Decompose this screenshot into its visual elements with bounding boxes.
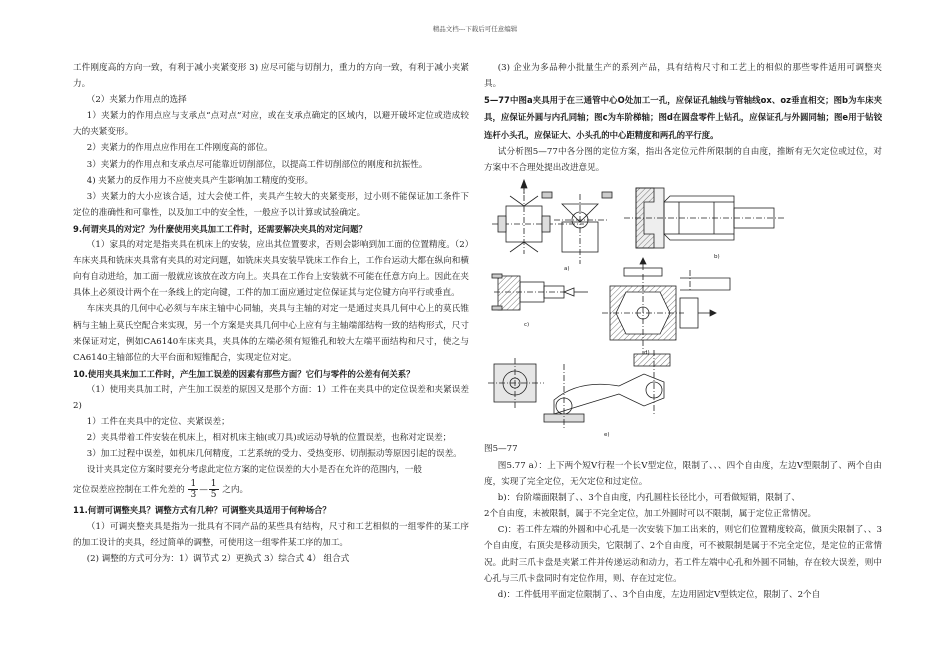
paragraph: 图5.77 a）：上下两个短V行程一个长V型定位，限制了、、、四个自由度，左边V型限制了、两个自由度，实现了完全定位，无欠定位和过定位。 bbox=[484, 461, 882, 488]
paragraph: 3）夹紧力的作用点和支承点尽可能靠近切削部位，以提高工件切削部位的刚度和抗振性。 bbox=[86, 159, 428, 170]
paragraph: C)：若工件左端的外圆和中心孔是一次安装下加工出来的，则它们位置精度较高，做顶尖限制了、、3个自由度，右顶尖是移动顶尖，它限制了、2个自由度，可不被限制是属于不完全定位，是定位的正常情况。此时三爪卡盘是夹紧工件并传递运动和动力，若工件左端中心孔和外圆不同轴，存在较大误差，则中心孔与三爪卡盘同时有定位作用，则、存在过定位。 bbox=[484, 525, 882, 584]
paragraph: 2）夹紧力的作用点应作用在工件刚度高的部位。 bbox=[86, 143, 273, 154]
paragraph: 工件刚度高的方向一致，有利于减小夹紧变形 3) 应尽可能与切削力，重力的方向一致，有利于减小夹紧力。 bbox=[73, 63, 469, 90]
paragraph: 车床夹具的几何中心必须与车床主轴中心同轴，夹具与主轴的对定一是通过夹具几何中心上的莫氏锥柄与主轴上莫氏空配合来实现，另一个方案是夹具几何中心上应有与主轴端部结构一致的结构形式，尺寸来保证对定，例如CA6140车床夹具，夹具体的左端必须有短锥孔和较大左端平面结构和尺寸，使之与CA6140主轴部位的大平台面和短锥配合，实现定位对定。 bbox=[73, 304, 469, 363]
paragraph: 3）加工过程中误差，如机床几何精度，工艺系统的受力、受热变形、切削振动等原因引起的误差。 bbox=[86, 449, 462, 460]
paragraph: b)：台阶端面限制了、、3个自由度，内孔圆柱长径比小，可看做短销，限制了、 bbox=[497, 493, 800, 504]
paragraph: (3) 企业为多品种小批量生产的系列产品，具有结构尺寸和工艺上的相似的那些零件适用可调整夹具。 bbox=[484, 63, 882, 90]
right-column-top bbox=[484, 60, 882, 176]
text: 之内。 bbox=[222, 485, 249, 496]
fraction-one-fifth: $\frac{1}{5}$ bbox=[210, 479, 217, 501]
question-11-heading: 11.何谓可调整夹具？调整方式有几种？可调整夹具适用于何种场合？ bbox=[73, 505, 331, 516]
left-column bbox=[73, 60, 469, 567]
subfigure-a-drawing bbox=[492, 180, 612, 264]
subfigure-e-label: e) bbox=[604, 432, 610, 438]
paragraph: 2个自由度，未被限制，属于不完全定位，加工外圆时可以不限制，属于定位正常情况。 bbox=[484, 509, 817, 520]
page-header: 精品文档---下载后可任意编辑 bbox=[432, 25, 518, 33]
subfigure-c-drawing bbox=[492, 274, 588, 310]
paragraph: 1）工件在夹具中的定位、夹紧误差； bbox=[86, 417, 230, 428]
subheading: （2）夹紧力作用点的选择 bbox=[86, 95, 187, 106]
question-10-heading: 10.使用夹具来加工工件时，产生加工误差的因素有那些方面？它们与零件的公差有何关系？ bbox=[73, 368, 415, 379]
subfigure-a-label: a) bbox=[564, 266, 570, 272]
subfigure-e-drawing bbox=[488, 350, 670, 430]
subfigure-b-drawing bbox=[624, 188, 784, 248]
paragraph: （1）家具的对定是指夹具在机床上的安装，应出其位置要求，否则会影响到加工面的位置精度。（2）车床夹具和铣床夹具常有夹具的对定问题，如铣床夹具安装早铣床工作台上，工作台运动大都在纵向和横向有自动进给，加工面一般就应该放在改方向上。夹具在工作台上安装就不可能在任意方向上。因此在夹具体上必须设计两个在一条线上的定向键，工件的加工面应通过定位保证其与定位键方向平行或垂直。 bbox=[73, 240, 469, 299]
subfigure-b-label: b) bbox=[714, 254, 720, 260]
subfigure-c-label: c) bbox=[524, 322, 530, 328]
paragraph: 4) 夹紧力的反作用力不应使夹具产生影响加工精度的变形。 bbox=[86, 175, 314, 186]
figure-caption: 图5—77 bbox=[484, 444, 518, 454]
figure-5-77 bbox=[484, 174, 882, 446]
paragraph: （1）可调夹整夹具是指为一批具有不同产品的某些具有结构，尺寸和工艺相似的一组零件的某工序的加工设计的夹具，经过简单的调整，可使用这一组零件某工序的加工。 bbox=[73, 521, 469, 548]
paragraph: 试分析图5—77中各分图的定位方案，指出各定位元件所限制的自由度，推断有无欠定位或过位，对方案中不合理处提出改进意见。 bbox=[484, 146, 882, 173]
paragraph: (2) 调整的方式可分为：1）调节式 2）更换式 3）综合式 4） 组合式 bbox=[86, 553, 350, 564]
paragraph: d)：工件低用平面定位限制了、、3个自由度，左边用固定V型铁定位，限制了、2个自 bbox=[497, 589, 821, 600]
problem-5-77-statement: 5—77中图a夹具用于在三通管中心O处加工一孔，应保证孔轴线与管轴线ox、oz垂直相交；图b为车床夹具，应保证外圆与内孔同轴；图c为车阶梯轴；图d在圆盘零件上钻孔，应保证孔与外圆同轴；图e用于钻铰连杆小头孔，应保证大、小头孔的中心距精度和两孔的平行度。 bbox=[484, 95, 882, 140]
right-column-bottom bbox=[484, 458, 882, 603]
fixture-drawings bbox=[484, 174, 882, 446]
paragraph: （1）使用夹具加工时，产生加工误差的原因又是那个方面：1）工件在夹具中的定位误差和夹紧误差 2) bbox=[73, 384, 469, 411]
text: 定位误差应控制在工件允差的 bbox=[73, 485, 185, 496]
paragraph: 3）夹紧力的大小应该合适，过大会使工件，夹具产生较大的夹紧变形，过小则不能保证加工条件下定位的准确性和可靠性，以及加工中的安全性，一般应予以计算或试验确定。 bbox=[73, 191, 469, 218]
paragraph: 2）夹具带着工件安装在机床上，相对机床主轴(或刀具)或运动导轨的位置误差，也称对定误差； bbox=[86, 433, 452, 444]
paragraph: 设计夹具定位方案时要充分考虑此定位方案的定位误差的大小是否在允许的范围内，一般 bbox=[86, 465, 422, 476]
subfigure-d-drawing bbox=[602, 258, 730, 354]
subfigure-d-label: d) bbox=[644, 350, 650, 356]
fraction-separator: — bbox=[199, 485, 208, 496]
paragraph: 1）夹紧力的作用点应与支承点“点对点”对应，或在支承点确定的区域内，以避开破坏定位或造成较大的夹紧变形。 bbox=[73, 111, 469, 138]
fraction-line bbox=[73, 478, 469, 502]
question-9-heading: 9.何谓夹具的对定？为什麼使用夹具加工工件时，还需要解决夹具的对定问题？ bbox=[73, 223, 367, 234]
fraction-one-third: $\frac{1}{3}$ bbox=[190, 479, 197, 501]
